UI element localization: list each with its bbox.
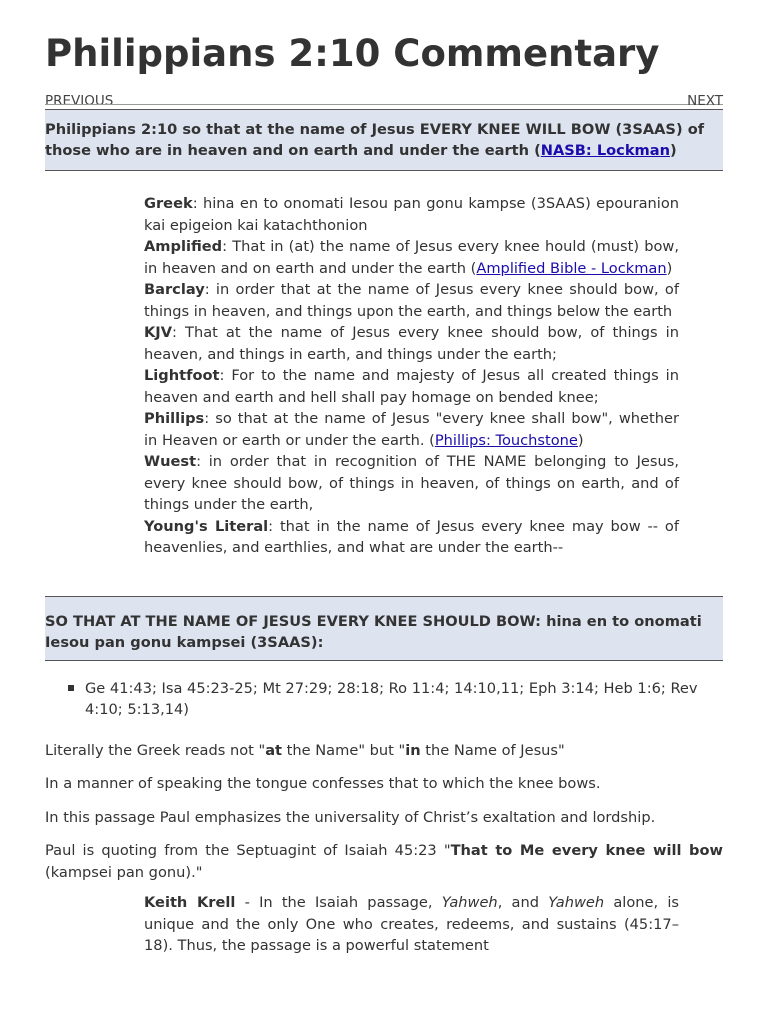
translation-close: ) [666,259,673,277]
page-title: Philippians 2:10 Commentary [45,32,660,75]
verse-band [45,109,723,171]
translation-amplified [144,236,679,279]
italic-yahweh: Yahweh [441,894,498,911]
previous-link[interactable]: PREVIOUS [45,93,114,109]
amplified-link[interactable]: Amplified Bible - Lockman [476,259,667,277]
text-run: - In the Isaiah passage, [235,894,442,911]
text-run: alone, is unique and the only One who creates, redeems, and sustains (45:17–18). Thus, the passage is a powerful statement [144,894,680,954]
translation-label: KJV [144,324,173,341]
translation-text: : That in (at) the name of Jesus every knee hould (must) bow, in heaven and on earth and under the earth ( [144,238,679,277]
translation-kjv [144,322,679,365]
paragraph-universality: In this passage Paul emphasizes the universality of Christ’s exaltation and lordship. [45,808,656,826]
phillips-link[interactable]: Phillips: Touchstone [434,431,578,449]
reference-text: Ge 41:43; Isa 45:23-25; Mt 27:29; 28:18; Ro 11:4; 14:10,11; Eph 3:14; Heb 1:6; Rev 4:10; 5:13,14) [85,679,698,718]
translation-label: Greek [144,195,193,212]
translation-greek [144,193,679,236]
translation-youngs [144,516,679,559]
text-run: Paul is quoting from the Septuagint of Isaiah 45:23 " [45,842,451,859]
verse-close: ) [669,142,677,159]
square-bullet-icon [68,685,74,691]
text-run: Literally the Greek reads not " [45,741,266,759]
translation-lightfoot [144,365,679,408]
translation-barclay [144,279,679,322]
translation-label: Amplified [144,238,223,255]
text-run: (kampsei pan gonu)." [45,863,203,881]
translation-text: : That at the name of Jesus every knee should bow, of things in heaven, and things in earth, and things under the earth; [144,324,679,363]
paragraph-tongue: In a manner of speaking the tongue confesses that to which the knee bows. [45,775,601,792]
translation-text: : For to the name and majesty of Jesus all created things in heaven and earth and hell shall pay homage on bended knee; [144,367,679,406]
pager [45,93,723,109]
translation-wuest [144,451,679,516]
text-run: , and [497,894,549,911]
translation-label: Lightfoot [144,367,220,384]
translation-phillips [144,408,679,451]
translation-close: ) [577,431,584,449]
translations-list [144,193,679,559]
translation-text: : in order that at the name of Jesus every knee should bow, of things in heaven, and things upon the earth, and things below the earth [144,281,679,320]
paragraph-septuagint [45,840,723,883]
bold-in: in [405,741,421,759]
translation-text: : so that at the name of Jesus "every knee shall bow", whether in Heaven or earth or under the earth. ( [144,410,679,449]
text-run: the Name" but " [282,741,406,759]
translation-label: Barclay [144,281,205,298]
translation-label: Wuest [144,453,197,470]
krell-quote [144,892,679,957]
translation-text: : in order that in recognition of THE NAME belonging to Jesus, every knee should bow, of things in heaven, of things on earth, and of things under the earth, [144,453,679,513]
translation-text: : that in the name of Jesus every knee may bow -- of heavenlies, and earthlies, and what are under the earth-- [144,517,680,556]
list-item [85,678,723,721]
bold-at: at [265,741,283,759]
text-run: the Name of Jesus" [420,741,565,759]
translation-label: Young's Literal [144,517,269,535]
nasb-link[interactable]: NASB: Lockman [540,142,670,159]
reference-list [45,678,723,721]
paragraph-literal [45,740,723,762]
section-band: SO THAT AT THE NAME OF JESUS EVERY KNEE SHOULD BOW: hina en to onomati Iesou pan gonu kampsei (3SAAS): [45,596,723,661]
author-name: Keith Krell [144,894,236,911]
translation-label: Phillips [144,410,205,427]
verse-text: Philippians 2:10 so that at the name of Jesus EVERY KNEE WILL BOW (3SAAS) of those who are in heaven and on earth and under the earth ( [45,121,705,159]
bold-quote: That to Me every knee will bow [450,842,723,859]
next-link[interactable]: NEXT [687,93,723,109]
translation-text: : hina en to onomati Iesou pan gonu kampse (3SAAS) epouranion kai epigeion kai katachthonion [144,195,679,234]
pager-divider [45,104,723,105]
italic-yahweh: Yahweh [548,894,605,911]
